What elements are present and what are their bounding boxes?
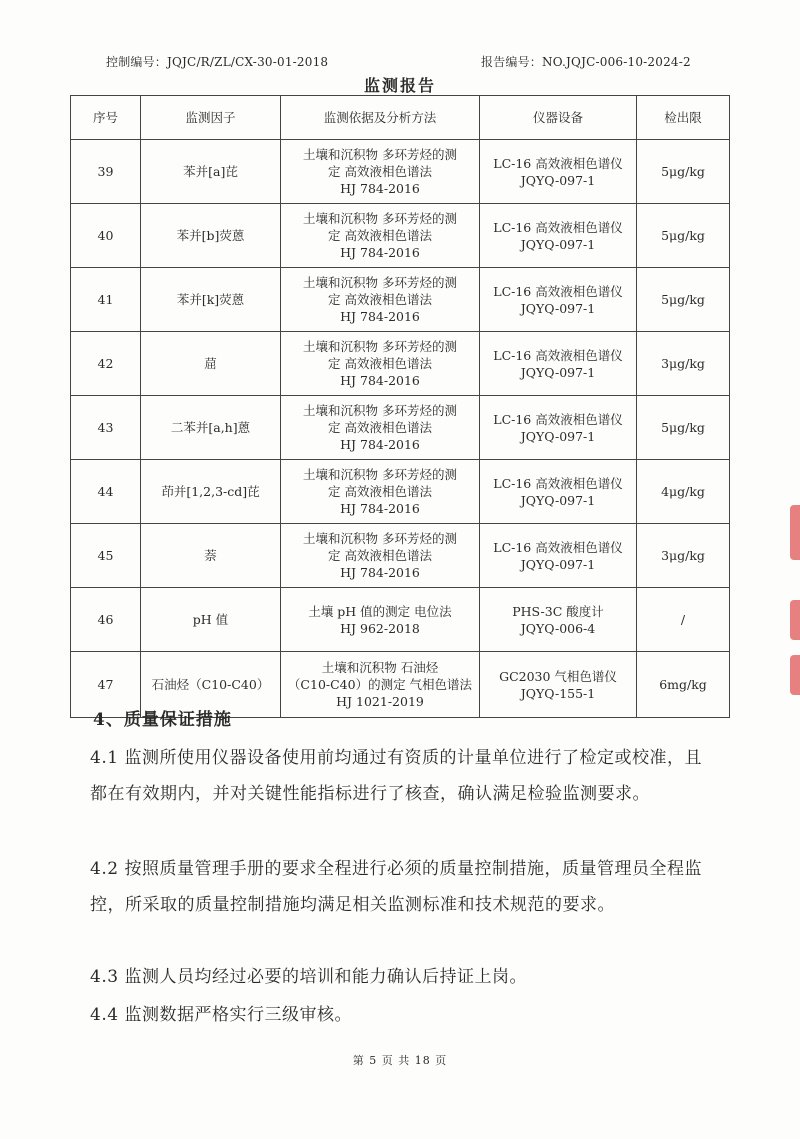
instrument-line: JQYQ-097-1 (520, 556, 596, 572)
instrument-cell (480, 652, 637, 718)
paragraph-4-1: 4.1 监测所使用仪器设备使用前均通过有资质的计量单位进行了检定或校准，且都在有效期内，并对关键性能指标进行了核查，确认满足检验监测要求。 (90, 748, 702, 804)
factor-cell: 苯并[b]荧蒽 (141, 204, 281, 268)
row-number: 44 (71, 460, 141, 524)
row-number: 42 (71, 332, 141, 396)
method-line: HJ 784-2016 (340, 181, 420, 196)
instrument-line: JQYQ-097-1 (520, 300, 596, 316)
row-number: 47 (71, 652, 141, 718)
method-cell (281, 588, 480, 652)
detection-limit-cell: 4μg/kg (637, 460, 730, 524)
method-line: 定 高效液相色谱法 (328, 548, 432, 563)
method-line: 土壤和沉积物 石油烃 (321, 660, 439, 675)
instrument-cell (480, 524, 637, 588)
method-line: 土壤 pH 值的测定 电位法 (308, 603, 452, 619)
factor-cell: 二苯并[a,h]蒽 (141, 396, 281, 460)
col-header-instrument: 仪器设备 (480, 96, 637, 140)
method-cell (281, 204, 480, 268)
method-cell (281, 524, 480, 588)
detection-limit-cell: / (637, 588, 730, 652)
paragraph-4-2: 4.2 按照质量管理手册的要求全程进行必须的质量控制措施，质量管理员全程监控，所采取的质量控制措施均满足相关监测标准和技术规范的要求。 (90, 859, 702, 915)
detection-limit-cell: 3μg/kg (637, 332, 730, 396)
instrument-line: LC-16 高效液相色谱仪 (493, 155, 623, 171)
detection-limit-cell: 5μg/kg (637, 204, 730, 268)
method-line: HJ 784-2016 (340, 309, 420, 324)
method-cell (281, 652, 480, 718)
seal-stamp-edge (786, 505, 800, 695)
detection-limit-cell: 5μg/kg (637, 396, 730, 460)
instrument-line: JQYQ-006-4 (520, 620, 596, 636)
col-header-no: 序号 (71, 96, 141, 140)
paragraph-4-3: 4.3 监测人员均经过必要的培训和能力确认后持证上岗。 (90, 967, 527, 987)
table-row (71, 396, 730, 460)
factor-cell: 苯并[a]芘 (141, 140, 281, 204)
instrument-line: LC-16 高效液相色谱仪 (493, 475, 623, 491)
instrument-line: LC-16 高效液相色谱仪 (493, 219, 623, 235)
factor-cell: 茚并[1,2,3-cd]芘 (141, 460, 281, 524)
method-line: 土壤和沉积物 多环芳烃的测 (303, 147, 457, 162)
instrument-cell (480, 332, 637, 396)
method-line: （C10-C40）的测定 气相色谱法 (287, 677, 473, 692)
row-number: 41 (71, 268, 141, 332)
method-line: 定 高效液相色谱法 (328, 356, 432, 371)
method-cell (281, 140, 480, 204)
instrument-line: JQYQ-097-1 (520, 172, 596, 188)
instrument-line: LC-16 高效液相色谱仪 (493, 347, 623, 363)
method-line: HJ 784-2016 (340, 373, 420, 388)
paragraph-4-4: 4.4 监测数据严格实行三级审核。 (90, 1005, 352, 1025)
factor-cell: 苯并[k]荧蒽 (141, 268, 281, 332)
method-cell (281, 396, 480, 460)
instrument-line: LC-16 高效液相色谱仪 (493, 539, 623, 555)
col-header-factor: 监测因子 (141, 96, 281, 140)
method-line: 定 高效液相色谱法 (328, 484, 432, 499)
detection-limit-cell: 5μg/kg (637, 268, 730, 332)
method-line: HJ 784-2016 (340, 437, 420, 452)
method-line: HJ 962-2018 (340, 620, 420, 636)
col-header-method: 监测依据及分析方法 (281, 96, 480, 140)
instrument-line: JQYQ-097-1 (520, 492, 596, 508)
instrument-line: JQYQ-097-1 (520, 364, 596, 380)
instrument-cell (480, 204, 637, 268)
table-row (71, 204, 730, 268)
detection-limit-cell: 3μg/kg (637, 524, 730, 588)
col-header-limit: 检出限 (637, 96, 730, 140)
instrument-cell (480, 140, 637, 204)
method-cell (281, 460, 480, 524)
method-line: 定 高效液相色谱法 (328, 420, 432, 435)
method-cell (281, 332, 480, 396)
instrument-cell (480, 268, 637, 332)
instrument-line: JQYQ-097-1 (520, 236, 596, 252)
instrument-cell (480, 588, 637, 652)
method-line: 土壤和沉积物 多环芳烃的测 (303, 531, 457, 546)
method-line: 土壤和沉积物 多环芳烃的测 (303, 339, 457, 354)
detection-limit-cell: 6mg/kg (637, 652, 730, 718)
instrument-cell (480, 396, 637, 460)
row-number: 43 (71, 396, 141, 460)
table-row (71, 268, 730, 332)
control-number: 控制编号：JQJC/R/ZL/CX-30-01-2018 (106, 55, 329, 69)
row-number: 39 (71, 140, 141, 204)
instrument-line: JQYQ-155-1 (520, 685, 596, 701)
method-line: HJ 784-2016 (340, 501, 420, 516)
method-line: 定 高效液相色谱法 (328, 164, 432, 179)
instrument-line: GC2030 气相色谱仪 (499, 668, 617, 684)
table-row (71, 332, 730, 396)
row-number: 46 (71, 588, 141, 652)
report-number: 报告编号：NO.JQJC-006-10-2024-2 (481, 55, 691, 69)
method-line: 定 高效液相色谱法 (328, 292, 432, 307)
method-line: 定 高效液相色谱法 (328, 228, 432, 243)
table-row (71, 524, 730, 588)
method-line: 土壤和沉积物 多环芳烃的测 (303, 467, 457, 482)
section-title: 4、质量保证措施 (93, 710, 232, 730)
method-line: HJ 784-2016 (340, 565, 420, 580)
instrument-cell (480, 460, 637, 524)
factor-cell: 䓛 (141, 332, 281, 396)
instrument-line: LC-16 高效液相色谱仪 (493, 411, 623, 427)
page-title: 监测报告 (363, 76, 436, 95)
instrument-line: PHS-3C 酸度计 (512, 603, 604, 619)
method-line: HJ 784-2016 (340, 245, 420, 260)
page-number: 第 5 页 共 18 页 (352, 1054, 448, 1067)
factor-cell: 萘 (141, 524, 281, 588)
table-row (71, 460, 730, 524)
row-number: 40 (71, 204, 141, 268)
method-line: HJ 1021-2019 (336, 694, 424, 709)
detection-limit-cell: 5μg/kg (637, 140, 730, 204)
instrument-line: JQYQ-097-1 (520, 428, 596, 444)
method-line: 土壤和沉积物 多环芳烃的测 (303, 403, 457, 418)
factor-cell: pH 值 (141, 588, 281, 652)
monitoring-table (70, 95, 730, 718)
row-number: 45 (71, 524, 141, 588)
instrument-line: LC-16 高效液相色谱仪 (493, 283, 623, 299)
factor-cell: 石油烃（C10-C40） (141, 652, 281, 718)
table-row (71, 140, 730, 204)
method-line: 土壤和沉积物 多环芳烃的测 (303, 211, 457, 226)
method-cell (281, 268, 480, 332)
table-header-row (71, 96, 730, 140)
table-row (71, 588, 730, 652)
table-body (71, 140, 730, 718)
method-line: 土壤和沉积物 多环芳烃的测 (303, 275, 457, 290)
